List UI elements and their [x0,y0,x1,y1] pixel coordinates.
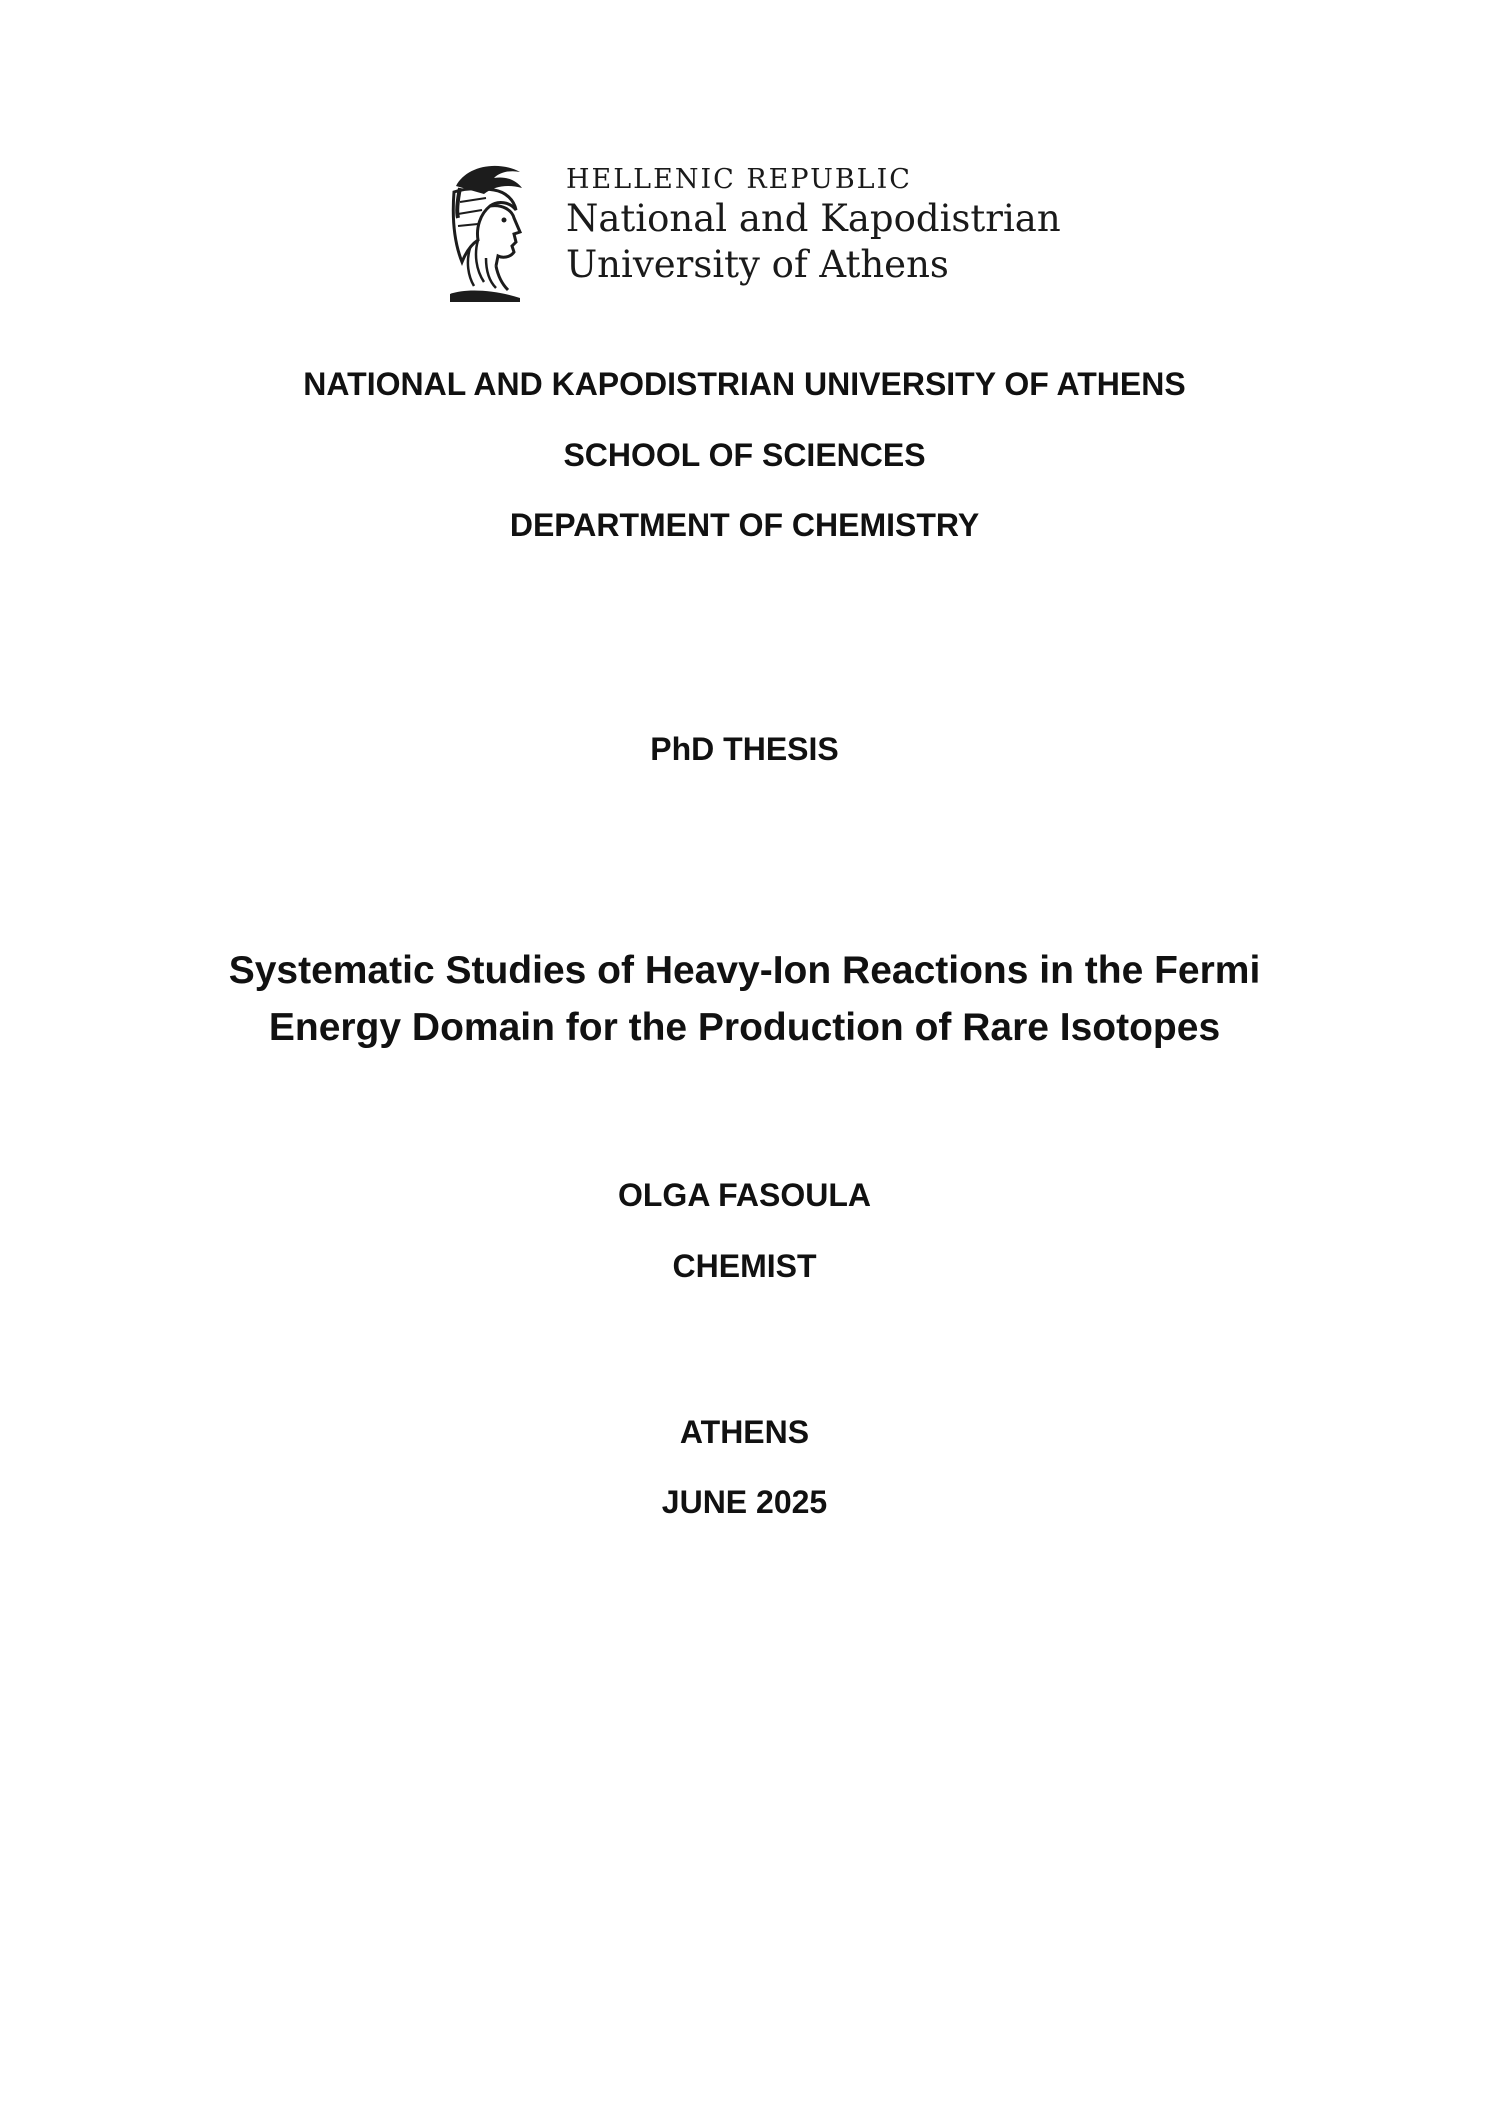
author-profession: CHEMIST [672,1248,817,1284]
document-type: PhD THESIS [650,731,839,767]
place: ATHENS [679,1414,810,1450]
logo-line-2: University of Athens [566,243,949,286]
logo-wordmark [566,156,1061,288]
author-name: OLGA FASOULA [617,1177,872,1213]
department-name: DEPARTMENT OF CHEMISTRY [509,507,980,543]
university-name: NATIONAL AND KAPODISTRIAN UNIVERSITY OF ATHENS [303,366,1186,402]
logo-line-1: National and Kapodistrian [566,197,1061,240]
date: JUNE 2025 [661,1484,828,1520]
athena-head-icon [436,158,536,304]
school-name: SCHOOL OF SCIENCES [563,437,926,473]
thesis-title [0,942,1489,1056]
logo-republic: HELLENIC REPUBLIC [566,164,912,195]
thesis-title-line-1: Systematic Studies of Heavy-Ion Reactions in the Fermi [228,949,1261,992]
university-logo [436,156,1096,308]
thesis-title-line-2: Energy Domain for the Production of Rare Isotopes [268,1006,1221,1049]
